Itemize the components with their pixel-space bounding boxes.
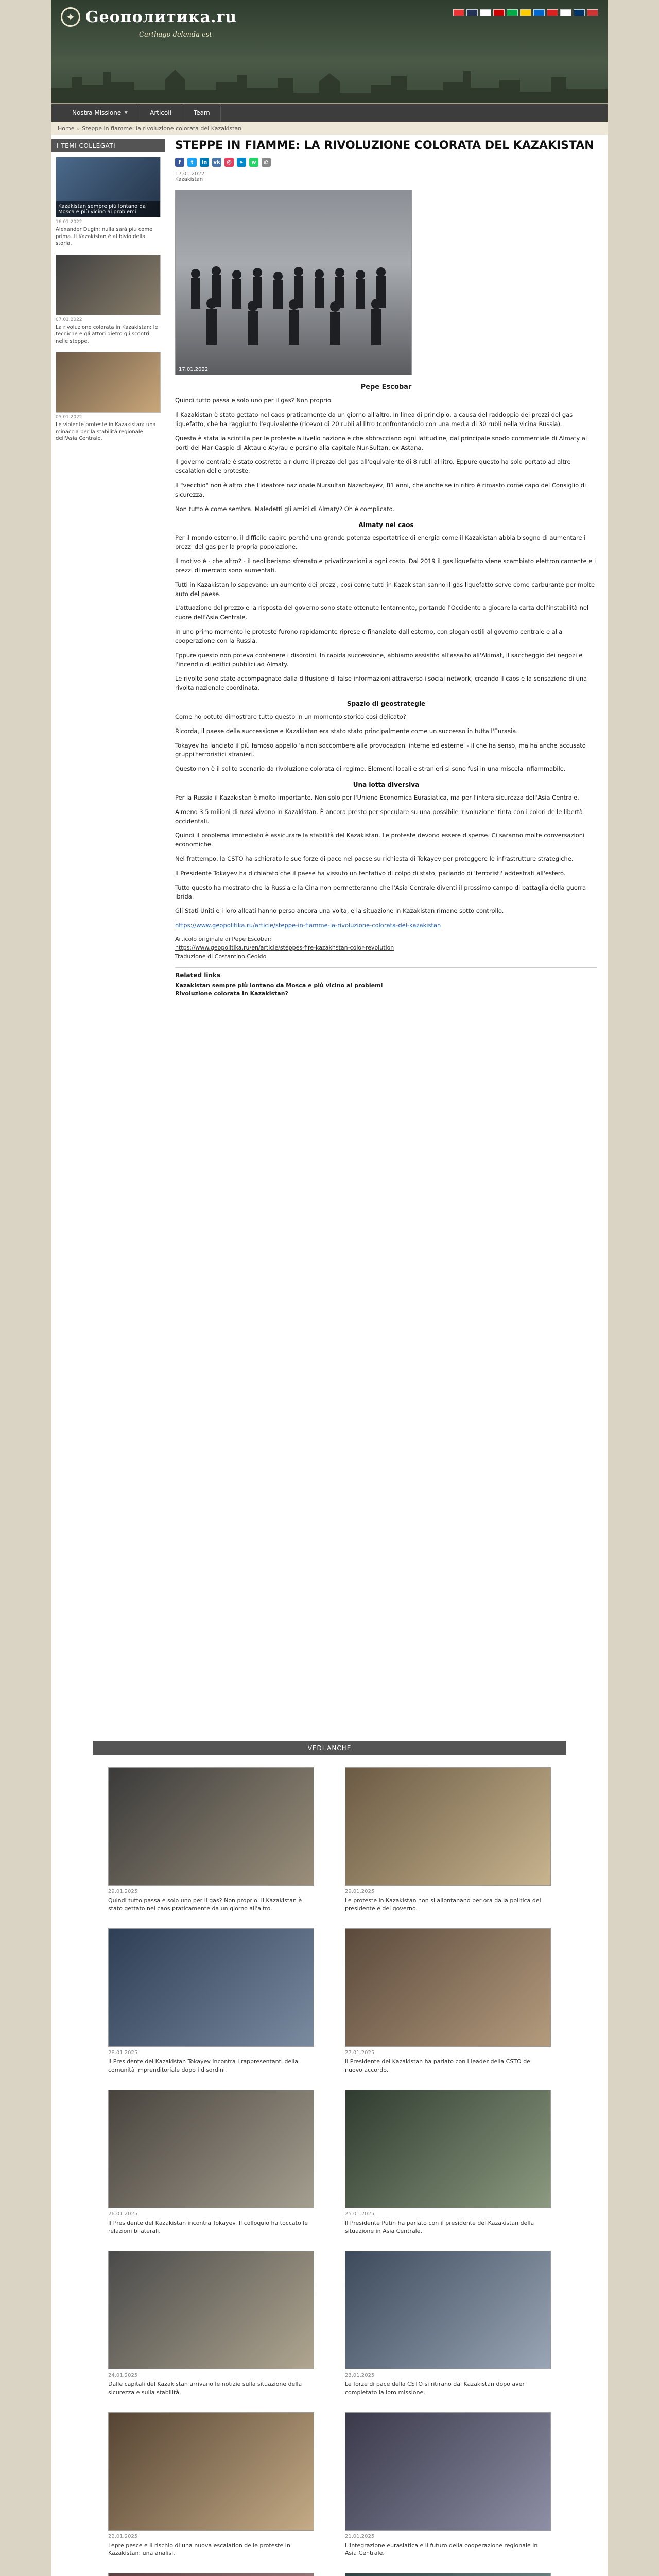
article-author: Pepe Escobar [360,383,412,392]
see-also-card[interactable] [345,1928,551,2074]
breadcrumb-current: Steppe in fiamme: la rivoluzione colorata del Kazakistan [82,125,242,132]
source-line: Articolo originale di Pepe Escobar: [175,935,272,942]
article-paragraph: Per la Russia il Kazakistan è molto importante. Non solo per l'Unione Economica Eurasiatica, ma per l'intera sicurezza dell'Asia Centrale. [175,793,579,801]
article-paragraph: Questo non è il solito scenario da rivoluzione colorata di regime. Elementi locali e stranieri si sono fusi in una miscela infiammabile. [175,765,566,773]
hero-date: 17.01.2022 [179,367,209,373]
chevron-down-icon: ▼ [124,110,128,115]
telegram-icon[interactable]: ➤ [237,158,246,167]
see-also-text[interactable]: Le proteste in Kazakistan non si allontanano per ora dalla politica del presidente e del governo. [345,1897,541,1912]
article-paragraph: L'attuazione del prezzo e la risposta del governo sono state ottenute lentamente, portando l'Occidente a giocare la carta dell'instabilità nel cuore dell'Asia Centrale. [175,604,589,621]
article-paragraph: Il Kazakistan è stato gettato nel caos praticamente da un giorno all'altro. In linea di principio, a causa del raddoppio dei prezzi del gas liquefatto, che ha raggiunto l'equivalente (ricevo) di 20 rubli al litro (confrontandolo con una media di 30 rubli nella vicina Russia). [175,411,573,428]
article-paragraph: Quindi tutto passa e solo uno per il gas? Non proprio. [175,397,333,404]
language-flag-icon[interactable] [574,9,585,16]
related-item[interactable]: Rivoluzione colorata in Kazakistan? [175,990,288,997]
see-also-thumbnail[interactable] [108,2090,314,2208]
see-also-card[interactable] [108,1767,314,1913]
see-also-card[interactable] [108,2573,314,2576]
linkedin-icon[interactable]: in [200,158,209,167]
language-flag-icon[interactable] [480,9,491,16]
breadcrumb-separator-icon: » [76,125,80,132]
article-paragraph: Tutto questo ha mostrato che la Russia e la Cina non permetteranno che l'Asia Centrale diventi il prossimo campo di battaglia della guerra ibrida. [175,884,586,901]
related-links [175,967,597,997]
article-paragraph: Il Presidente Tokayev ha dichiarato che il paese ha vissuto un tentativo di colpo di stato, parlando di 'terroristi' addestrati all'estero. [175,869,566,877]
see-also-text[interactable]: Il Presidente del Kazakistan ha parlato con i leader della CSTO del nuovo accordo. [345,2058,532,2073]
article-paragraph: Come ho potuto dimostrare tutto questo in un momento storico così delicato? [175,713,406,720]
language-flag-icon[interactable] [560,9,571,16]
facebook-icon[interactable]: f [175,158,184,167]
site-logo[interactable] [61,7,237,27]
article-paragraph: Eppure questo non poteva contenere i disordini. In rapida successione, abbiamo assistito all'assalto all'Akimat, il saccheggio dei negozi e l'incendio di edifici pubblici ad Almaty. [175,651,583,668]
see-also-thumbnail[interactable] [345,2412,551,2531]
see-also-title: VEDI ANCHE [93,1741,566,1755]
article-paragraph: Nel frattempo, la CSTO ha schierato le sue forze di pace nel paese su richiesta di Tokayev per proteggere le infrastrutture strategiche. [175,855,574,863]
language-flag-icon[interactable] [466,9,478,16]
article-paragraph: Il "vecchio" non è altro che l'ideatore nazionale Nursultan Nazarbayev, 81 anni, che anche se in ritiro è rimasto come capo del Consiglio di sicurezza. [175,482,586,498]
article-body-2 [175,534,597,693]
language-flag-icon[interactable] [453,9,464,16]
sidebar-text[interactable]: Le violente proteste in Kazakistan: una minaccia per la stabilità regionale dell'Asia Centrale. [56,422,156,442]
riot-police-image [176,190,412,375]
article [175,139,597,998]
sidebar-caption: Kazakistan sempre più lontano da Mosca e più vicino ai problemi [56,201,160,217]
sidebar-card[interactable] [56,157,161,247]
article-body-4 [175,793,597,916]
language-flag-icon[interactable] [533,9,545,16]
article-paragraph: Ricorda, il paese della successione e Kazakistan era stato stato principalmente come un successo in tutta l'Eurasia. [175,727,518,735]
related-title: Related links [175,971,221,979]
menu-item-team[interactable] [183,104,221,122]
language-flag-icon[interactable] [507,9,518,16]
article-paragraph: Tutti in Kazakistan lo sapevano: un aumento dei prezzi, così come tutti in Kazakistan sanno il gas liquefatto serve come carburante per molte auto del paese. [175,581,595,598]
see-also-grid [93,1755,566,2576]
sidebar-card[interactable] [56,352,161,443]
see-also-date: 23.01.2025 [345,2372,375,2378]
share-bar [175,158,597,167]
see-also-text[interactable]: Il Presidente Putin ha parlato con il presidente del Kazakistan della situazione in Asia Centrale. [345,2219,534,2234]
article-body-1 [175,396,597,514]
mail-icon[interactable]: @ [224,158,234,167]
see-also-section [93,1741,566,2576]
see-also-thumbnail[interactable] [108,2251,314,2369]
sidebar-card[interactable] [56,255,161,345]
see-also-date: 21.01.2025 [345,2533,375,2539]
see-also-thumbnail[interactable] [108,2573,314,2576]
article-paragraph: Quindi il problema immediato è assicurare la stabilità del Kazakistan. Le proteste devono essere disperse. Ci saranno molte conversazioni economiche. [175,832,585,849]
see-also-card[interactable] [108,2251,314,2397]
menu-label: Team [193,109,210,116]
see-also-thumbnail[interactable] [108,1928,314,2047]
breadcrumb-home[interactable]: Home [58,125,75,132]
language-flag-icon[interactable] [493,9,505,16]
article-hero-image [175,190,412,375]
see-also-card[interactable] [345,2573,551,2576]
see-also-text[interactable]: Quindi tutto passa e solo uno per il gas? Non proprio. Il Kazakistan è stato gettato nel caos praticamente da un giorno all'altro. [108,1897,302,1912]
see-also-date: 27.01.2025 [345,2049,375,2056]
related-item[interactable]: Kazakistan sempre più lontano da Mosca e più vicino ai problemi [175,981,383,989]
see-also-thumbnail[interactable] [345,1928,551,2047]
see-also-text[interactable]: Il Presidente del Kazakistan incontra Tokayev. Il colloquio ha toccato le relazioni bilaterali. [108,2219,308,2234]
article-paragraph: Le rivolte sono state accompagnate dalla diffusione di false informazioni attraverso i social network, creando il caos e la sensazione di una rivolta nazionale coordinata. [175,675,587,692]
sidebar-thumbnail[interactable] [56,352,161,413]
article-category[interactable]: Kazakistan [175,177,203,183]
source-link[interactable]: https://www.geopolitika.ru/en/article/steppes-fire-kazakhstan-color-revolution [175,944,394,951]
article-body-3 [175,713,597,774]
sidebar-thumbnail[interactable] [56,255,161,315]
translator-line: Traduzione di Costantino Ceoldo [175,953,267,960]
logo-text: Geoполитика.ru [85,8,237,26]
see-also-date: 26.01.2025 [108,2211,138,2217]
article-paragraph: Gli Stati Uniti e i loro alleati hanno perso ancora una volta, e la situazione in Kazakistan rimane sotto controllo. [175,907,504,915]
sidebar-date: 05.01.2022 [56,415,82,420]
see-also-card[interactable] [345,2090,551,2235]
language-flag-icon[interactable] [547,9,558,16]
article-paragraph: Il motivo è - che altro? - il neoliberismo sfrenato e privatizzazioni a ogni costo. Dal 2019 il gas liquefatto viene scambiato elettronicamente e i prezzi di mercato sono aumentati. [175,557,596,574]
menu-label: Articoli [150,109,171,116]
section-heading: Almaty nel caos [358,521,414,529]
article-paragraph: Almeno 3.5 milioni di russi vivono in Kazakistan. È ancora presto per speculare su una possibile 'rivoluzione' tinta con i colori delle libertà occidentali. [175,808,583,825]
sidebar-text[interactable]: La rivoluzione colorata in Kazakistan: le tecniche e gli attori dietro gli scontri nelle steppe. [56,324,158,344]
article-paragraph: Non tutto è come sembra. Maledetti gli amici di Almaty? Oh è complicato. [175,505,395,513]
main-menu [51,103,608,122]
see-also-card[interactable] [108,2412,314,2558]
see-also-text[interactable]: L'integrazione eurasiatica e il futuro della cooperazione regionale in Asia Centrale. [345,2541,538,2557]
article-paragraph: Il governo centrale è stato costretto a ridurre il prezzo del gas all'equivalente di 8 rubli al litro. Eppure questo ha solo portato ad altre escalation delle proteste. [175,458,571,475]
see-also-thumbnail[interactable] [108,2412,314,2531]
see-also-thumbnail[interactable] [345,2573,551,2576]
article-title: STEPPE IN FIAMME: LA RIVOLUZIONE COLORATA DEL KAZAKISTAN [175,139,594,152]
see-also-card[interactable] [345,1767,551,1913]
menu-item-mission[interactable] [62,104,138,122]
article-paragraph: Per il mondo esterno, il difficile capire perché una grande potenza esportatrice di energia come il Kazakistan abbia bisogno di aumentare i prezzi del gas per la propria popolazione. [175,534,586,551]
section-heading: Spazio di geostrategie [346,700,426,707]
see-also-text[interactable]: Dalle capitali del Kazakistan arrivano le notizie sulla situazione della sicurezza e sulla stabilità. [108,2380,302,2396]
menu-label: Nostra Missione [72,109,122,116]
see-also-date: 22.01.2025 [108,2533,138,2539]
whatsapp-icon[interactable]: w [249,158,258,167]
twitter-icon[interactable]: t [187,158,197,167]
see-also-date: 29.01.2025 [108,1889,138,1894]
sidebar-title: I TEMI COLLEGATI [51,139,165,152]
logo-emblem-icon: ✦ [61,7,80,27]
sidebar [51,139,165,450]
see-also-date: 28.01.2025 [108,2049,138,2056]
sidebar-thumbnail[interactable] [56,157,161,217]
see-also-date: 25.01.2025 [345,2211,375,2217]
skyline-banner [51,67,608,103]
article-paragraph: Questa è stata la scintilla per le proteste a livello nazionale che abbracciano ogni latitudine, dal principale snodo commerciale di Almaty ai porti del Mar Caspio di Aktau e Atyrau e persino alla capitale Nur-Sultan, ex Astana. [175,434,587,451]
see-also-card[interactable] [108,1928,314,2074]
see-also-card[interactable] [345,2412,551,2558]
language-flag-icon[interactable] [520,9,531,16]
see-also-thumbnail[interactable] [345,2090,551,2208]
site-header [51,0,608,103]
article-paragraph: In uno primo momento le proteste furono rapidamente riprese e finanziate dall'esterno, con slogan ostili al governo centrale e alla cooperazione con la Russia. [175,628,563,645]
sidebar-date: 16.01.2022 [56,219,82,225]
sidebar-text[interactable]: Alexander Dugin: nulla sarà più come prima. Il Kazakistan è al bivio della storia. [56,227,153,246]
article-date: 17.01.2022 [175,171,205,177]
article-link[interactable]: https://www.geopolitika.ru/article/steppe-in-fiamme-la-rivoluzione-colorata-del-kazakistan [175,922,441,929]
see-also-thumbnail[interactable] [345,2251,551,2369]
see-also-text[interactable]: Le forze di pace della CSTO si ritirano dal Kazakistan dopo aver completato la loro missione. [345,2380,525,2396]
vk-icon[interactable]: vk [212,158,221,167]
language-flags [453,9,598,16]
see-also-card[interactable] [108,2090,314,2235]
breadcrumb [51,122,608,135]
see-also-card[interactable] [345,2251,551,2397]
section-heading: Una lotta diversiva [353,781,420,788]
see-also-thumbnail[interactable] [108,1767,314,1886]
print-icon[interactable]: ⎙ [262,158,271,167]
see-also-thumbnail[interactable] [345,1767,551,1886]
menu-item-articles[interactable] [140,104,182,122]
site-tagline: Carthago delenda est [139,31,212,39]
page [51,0,608,2576]
see-also-text[interactable]: Lepre pesce e il rischio di una nuova escalation delle proteste in Kazakistan: una analisi. [108,2541,290,2557]
see-also-date: 29.01.2025 [345,1889,375,1894]
language-flag-icon[interactable] [587,9,598,16]
sidebar-date: 07.01.2022 [56,317,82,323]
see-also-date: 24.01.2025 [108,2372,138,2378]
see-also-text[interactable]: Il Presidente del Kazakistan Tokayev incontra i rappresentanti della comunità imprenditoriale dopo i disordini. [108,2058,299,2073]
article-paragraph: Tokayev ha lanciato il più famoso appello 'a non soccombere alle provocazioni interne ed esterne' - il che ha senso, ma ha anche accusato gruppi terroristici stranieri. [175,741,586,758]
